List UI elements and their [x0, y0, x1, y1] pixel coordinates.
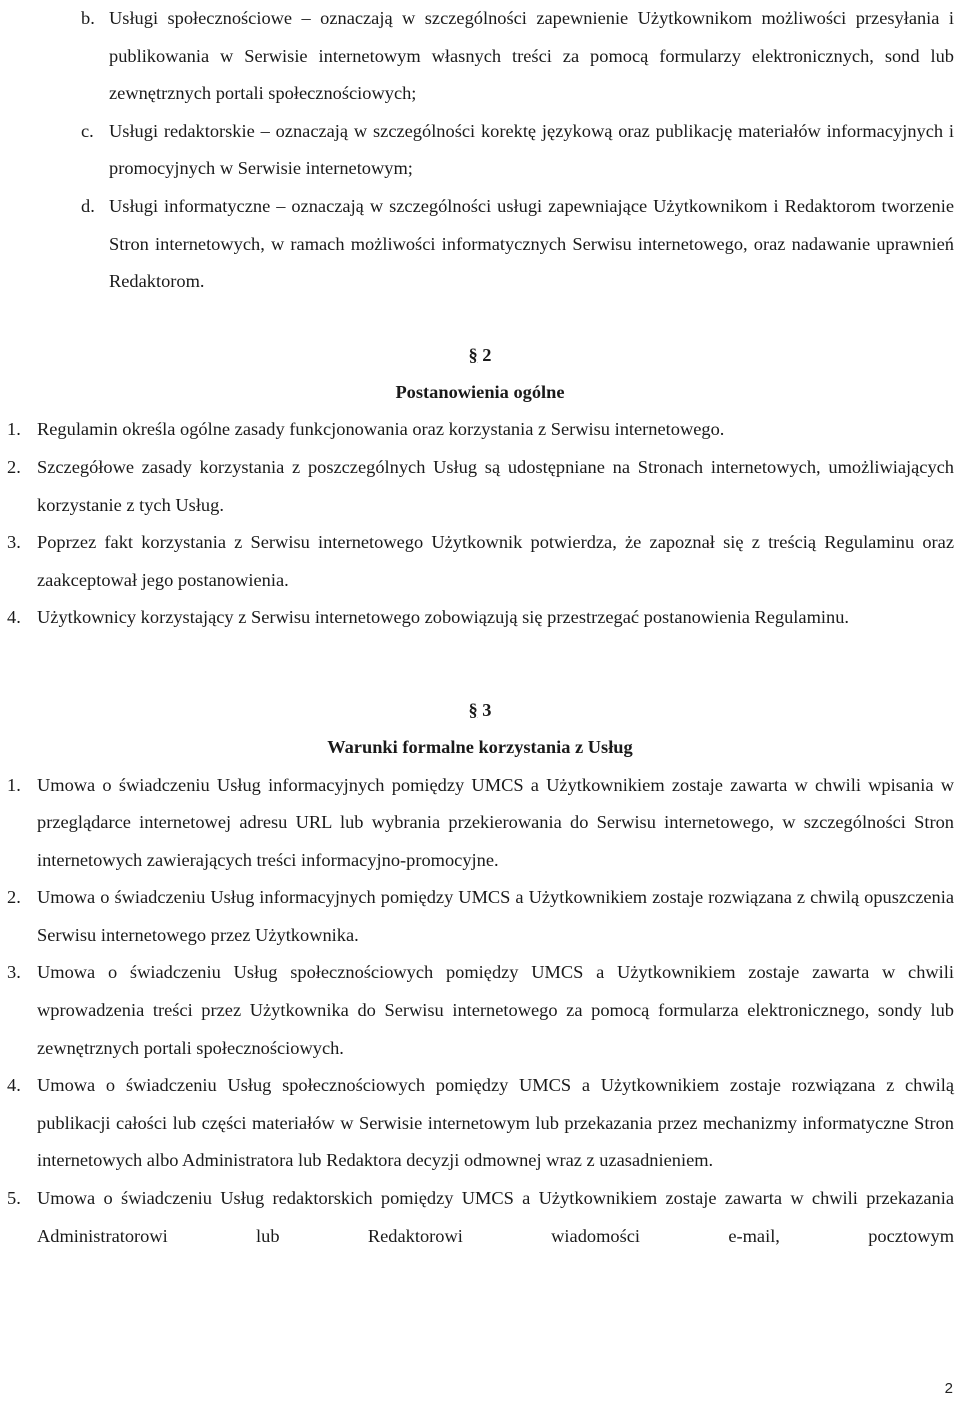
- list-marker: 4.: [7, 607, 21, 628]
- section-3: [0, 692, 960, 1255]
- list-item: [0, 411, 960, 449]
- list-item: [0, 449, 960, 524]
- list-item: [0, 188, 960, 301]
- list-marker: 4.: [7, 1075, 21, 1096]
- list-item: [0, 524, 960, 599]
- list-item-text: Użytkownicy korzystający z Serwisu internetowego zobowiązują się przestrzegać postanowienia Regulaminu.: [37, 607, 849, 628]
- list-item-text: Umowa o świadczeniu Usług redaktorskich pomiędzy UMCS a Użytkownikiem zostaje zawarta w chwili przekazania Administratorowi lub Redaktorowi wiadomości e-mail, pocztowym: [37, 1188, 954, 1246]
- list-item-text: Umowa o świadczeniu Usług społecznościowych pomiędzy UMCS a Użytkownikiem zostaje rozwiązana z chwilą publikacji całości lub części materiałów w Serwisie internetowym lub przekazania przez mechanizmy informatyczne Stron internetowych albo Administratora lub Redaktora decyzji odmownej wraz z uzasadnieniem.: [37, 1075, 954, 1171]
- list-item-text: Szczegółowe zasady korzystania z poszczególnych Usług są udostępniane na Stronach internetowych, umożliwiających korzystanie z tych Usług.: [37, 456, 954, 515]
- list-marker: 1.: [7, 419, 21, 440]
- list-marker: d.: [81, 195, 95, 216]
- list-item: [0, 1067, 960, 1180]
- section-title: Warunki formalne korzystania z Usług: [327, 736, 633, 757]
- section-number: [0, 337, 960, 374]
- list-item-text: Umowa o świadczeniu Usług informacyjnych pomiędzy UMCS a Użytkownikiem zostaje zawarta w chwili wpisania w przeglądarce internetowej adresu URL lub wybrania przekierowania do Serwisu internetowego, w szczególności Stron internetowych zawierających treści informacyjno-promocyjne.: [37, 774, 954, 870]
- list-marker: 3.: [7, 532, 21, 553]
- list-marker: 5.: [7, 1188, 21, 1209]
- list-item: [0, 599, 960, 637]
- list-item: [0, 0, 960, 113]
- list-marker: 2.: [7, 456, 21, 477]
- list-item-text: Usługi społecznościowe – oznaczają w szczególności zapewnienie Użytkownikom możliwości przesyłania i publikowania w Serwisie internetowym własnych treści za pomocą formularzy elektronicznych, sond lub zewnętrznych portali społecznościowych;: [109, 8, 954, 104]
- list-item: [0, 879, 960, 954]
- list-item-text: Poprzez fakt korzystania z Serwisu internetowego Użytkownik potwierdza, że zapoznał się z treścią Regulaminu oraz zaakceptował jego postanowienia.: [37, 532, 954, 590]
- definitions-list: [0, 0, 960, 301]
- list-marker: 3.: [7, 962, 21, 983]
- list-item-text: Umowa o świadczeniu Usług informacyjnych pomiędzy UMCS a Użytkownikiem zostaje rozwiązana z chwilą opuszczenia Serwisu internetowego przez Użytkownika.: [37, 887, 954, 945]
- section-title: Postanowienia ogólne: [395, 381, 565, 402]
- list-item: [0, 113, 960, 188]
- list-item-text: Regulamin określa ogólne zasady funkcjonowania oraz korzystania z Serwisu internetowego.: [37, 419, 725, 440]
- list-item: [0, 954, 960, 1067]
- section-number: [0, 692, 960, 729]
- list-item: [0, 1180, 960, 1255]
- list-marker: c.: [81, 120, 94, 141]
- page-number: 2: [944, 1380, 953, 1397]
- list-item: [0, 767, 960, 880]
- section-number-value: 3: [482, 699, 492, 720]
- paragraph-sign: §: [468, 344, 478, 365]
- section-2: [0, 337, 960, 637]
- list-marker: 2.: [7, 887, 21, 908]
- list-item-text: Usługi informatyczne – oznaczają w szczególności usługi zapewniające Użytkownikom i Redaktorom tworzenie Stron internetowych, w ramach możliwości informatycznych Serwisu internetowego, oraz nadawanie uprawnień Redaktorom.: [109, 195, 954, 292]
- list-item-text: Usługi redaktorskie – oznaczają w szczególności korektę językową oraz publikację materiałów informacyjnych i promocyjnych w Serwisie internetowym;: [109, 120, 954, 179]
- list-marker: b.: [81, 8, 95, 28]
- paragraph-sign: §: [468, 699, 478, 720]
- list-item-text: Umowa o świadczeniu Usług społecznościowych pomiędzy UMCS a Użytkownikiem zostaje zawarta w chwili wprowadzenia treści przez Użytkownika do Serwisu internetowego za pomocą formularza elektronicznego, sondy lub zewnętrznych portali społecznościowych.: [37, 962, 954, 1058]
- list-marker: 1.: [7, 774, 21, 795]
- section-number-value: 2: [482, 344, 492, 365]
